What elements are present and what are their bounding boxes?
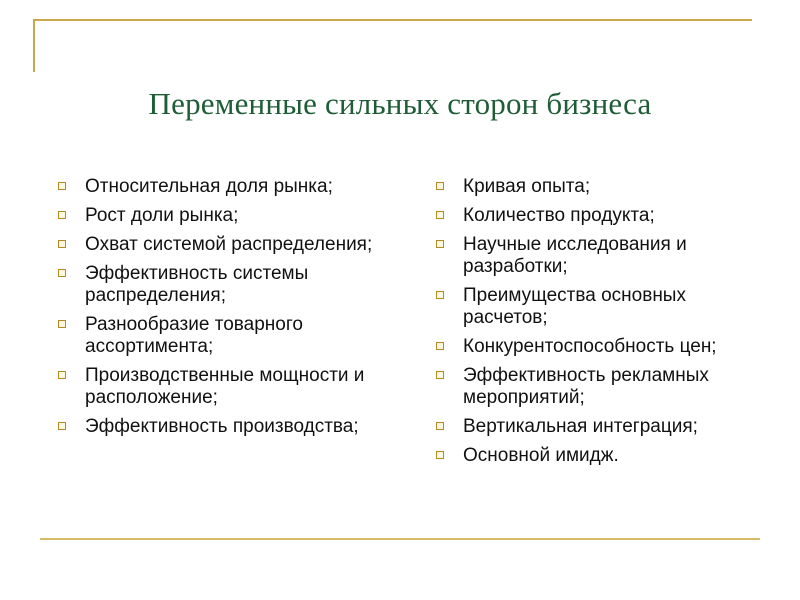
square-bullet-icon	[58, 269, 66, 277]
square-bullet-icon	[58, 182, 66, 190]
left-list	[58, 176, 403, 445]
square-bullet-icon	[58, 422, 66, 430]
list-item	[436, 176, 756, 198]
frame-bottom-line	[40, 538, 760, 540]
square-bullet-icon	[436, 211, 444, 219]
frame-left-line	[33, 19, 35, 72]
list-item-text: Конкурентоспособность цен;	[463, 336, 717, 357]
square-bullet-icon	[436, 371, 444, 379]
list-item-text: Эффективность рекламных мероприятий;	[463, 365, 709, 408]
square-bullet-icon	[58, 211, 66, 219]
list-item	[436, 365, 756, 409]
slide-title: Переменные сильных сторон бизнеса	[148, 86, 652, 121]
list-item	[436, 285, 756, 329]
square-bullet-icon	[436, 240, 444, 248]
list-item	[436, 234, 756, 278]
list-item-text: Кривая опыта;	[463, 176, 591, 197]
list-item-text: Эффективность производства;	[85, 416, 359, 437]
list-item-text: Разнообразие товарного ассортимента;	[85, 314, 303, 357]
list-item	[58, 365, 403, 409]
list-item-text: Охват системой распределения;	[85, 234, 373, 255]
list-item-text: Преимущества основных расчетов;	[463, 285, 686, 328]
list-item	[58, 205, 403, 227]
list-item	[436, 416, 756, 438]
list-item	[58, 263, 403, 307]
square-bullet-icon	[58, 371, 66, 379]
list-item-text: Производственные мощности и расположение;	[85, 365, 365, 408]
square-bullet-icon	[436, 182, 444, 190]
square-bullet-icon	[436, 422, 444, 430]
list-item-text: Рост доли рынка;	[85, 205, 239, 226]
square-bullet-icon	[436, 451, 444, 459]
list-item-text: Относительная доля рынка;	[85, 176, 333, 197]
list-item	[436, 445, 756, 467]
list-item-text: Основной имидж.	[463, 445, 619, 466]
list-item-text: Вертикальная интеграция;	[463, 416, 698, 437]
list-item	[58, 176, 403, 198]
list-item-text: Количество продукта;	[463, 205, 655, 226]
list-item	[58, 416, 403, 438]
list-item	[436, 336, 756, 358]
right-list	[436, 176, 756, 474]
list-item-text: Эффективность системы распределения;	[85, 263, 309, 306]
list-item	[58, 314, 403, 358]
list-item	[58, 234, 403, 256]
list-item-text: Научные исследования и разработки;	[463, 234, 687, 277]
list-item	[436, 205, 756, 227]
square-bullet-icon	[58, 320, 66, 328]
frame-top-line	[33, 19, 752, 21]
square-bullet-icon	[58, 240, 66, 248]
square-bullet-icon	[436, 342, 444, 350]
square-bullet-icon	[436, 291, 444, 299]
